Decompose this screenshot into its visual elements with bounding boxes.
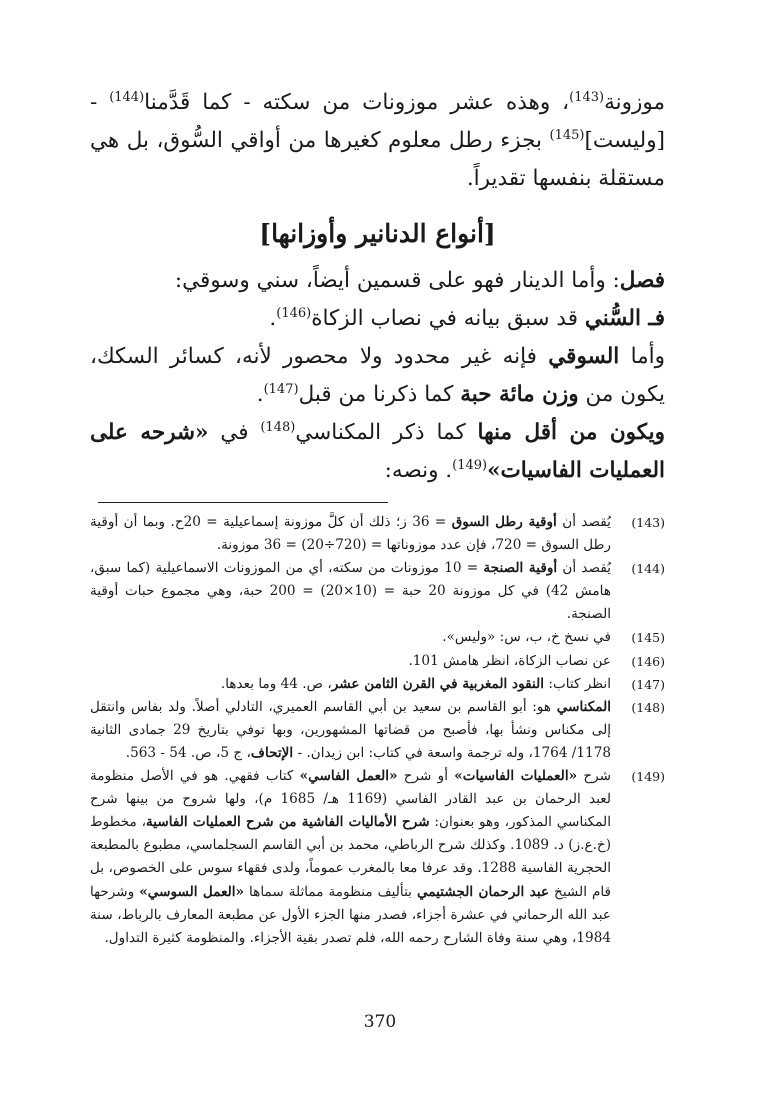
footnote-number: (145) xyxy=(631,630,665,646)
footnote-144 xyxy=(90,557,665,626)
bold-phrase: شرح الأماليات الفاشية من شرح العمليات الفاسية xyxy=(145,814,430,831)
text-run: كما ذكرنا من قبل xyxy=(298,382,461,407)
bold-phrase: «العمل السوسي» xyxy=(139,883,245,900)
text-run: . xyxy=(269,306,277,331)
footnote-148 xyxy=(90,696,665,765)
text-run: بتأليف منظومة مماثلة سماها xyxy=(244,883,417,900)
main-text xyxy=(90,84,665,490)
footnote-ref-145[interactable]: (145) xyxy=(549,127,585,143)
footnote-ref-148[interactable]: (148) xyxy=(260,419,296,435)
footnote-149 xyxy=(90,765,665,950)
footnote-separator xyxy=(98,502,388,503)
text-run: ، ص. 44 وما بعدها. xyxy=(220,675,332,692)
bold-phrase: «العمل الفاسي» xyxy=(299,768,398,785)
footnote-ref-149[interactable]: (149) xyxy=(452,457,488,473)
bold-phrase: وزن مائة حبة xyxy=(460,382,579,407)
text-run: ، مخطوط (خ.ع.ز) د. 1089. وكذلك شرح الرباطي، محمد بن أبي القاسم السجلماسي، مطبوع بالمطبعة الحجرية الفاسية 1288. وقد عرفا معا بالمغرب عموماً، ولدى فقهاء سوس على الخصوص، بل قام الشيخ xyxy=(90,814,612,900)
footnote-145 xyxy=(90,626,665,649)
footnote-ref-146[interactable]: (146) xyxy=(276,305,312,321)
text-run: ، ج 5، ص. 54 - 563. xyxy=(125,744,251,761)
footnote-number: (144) xyxy=(631,561,665,577)
text-run: يُقصد أن xyxy=(557,560,611,577)
section-heading: [أنواع الدنانير وأوزانها] xyxy=(259,219,496,248)
book-title: «شرحه على العمليات الفاسيات» xyxy=(90,420,665,483)
footnote-ref-147[interactable]: (147) xyxy=(263,381,299,397)
text-run: ، وهذه عشر موزونات من سكته - كما قَدَّمنا xyxy=(144,90,570,115)
paragraph-1 xyxy=(90,84,665,198)
text-run: وشرحها عبد الله الرحماني في عشرة أجزاء، فصدر منها الجزء الأول عن مطبعة المعارف بالرباط، سنة 1984، وهي سنة وفاة الشارح رحمه الله، فلم تصدر بقية الأجزاء. والمنظومة كثيرة التداول. xyxy=(90,883,611,946)
footnotes xyxy=(90,511,665,950)
footnote-ref-143[interactable]: (143) xyxy=(569,89,605,105)
text-run: - [وليست] xyxy=(90,90,665,153)
bold-phrase: «العمليات الفاسيات» xyxy=(454,768,578,785)
text-run: : وأما الدينار فهو على قسمين أيضاً، سني وسوقي: xyxy=(174,268,620,293)
bold-phrase: أوقية رطل السوق xyxy=(451,514,557,530)
footnote-text xyxy=(90,673,611,696)
paragraph-fasl xyxy=(90,262,665,300)
paragraph-sunni xyxy=(90,300,665,338)
text-run: في xyxy=(208,420,261,445)
bold-phrase: ويكون من أقل منها xyxy=(477,420,665,445)
text-run: أو شرح xyxy=(397,768,455,785)
bold-phrase: المكناسي xyxy=(556,698,611,715)
footnote-text xyxy=(90,557,611,626)
footnote-146 xyxy=(90,650,665,673)
paragraph-less xyxy=(90,414,665,490)
paragraph-souqi xyxy=(90,338,665,414)
text-run: فإنه غير محدود ولا محصور لأنه، كسائر السكك، يكون من xyxy=(90,344,665,407)
souqi-label: السوقي xyxy=(548,344,620,369)
footnote-text xyxy=(90,765,611,950)
text-run: = 36 ز؛ ذلك أن كلَّ موزونة إسماعيلية = 20ح. وبما أن أوقية رطل السوق = 720، فإن عدد موزوناتها = (720÷20) = 36 موزونة. xyxy=(90,514,611,554)
footnote-147 xyxy=(90,673,665,696)
text-run: كما ذكر المكناسي xyxy=(295,420,478,445)
footnote-text: عن نصاب الزكاة، انظر هامش 101. xyxy=(408,652,611,669)
text-run: وأما xyxy=(619,344,665,369)
bold-phrase: عبد الرحمان الجشتيمي xyxy=(416,883,550,900)
bold-phrase: النقود المغربية في القرن الثامن عشر xyxy=(331,675,545,692)
page-number: 370 xyxy=(363,1012,397,1032)
fasl-label: فصل xyxy=(619,268,665,293)
text-run: هو: أبو القاسم بن سعيد بن أبي القاسم العميري، التادلي أصلاً. ولد بفاس وانتقل إلى مكناس ونشأ بها، فأصبح من قضاتها المشهورين، وبها توفي بتاريخ 29 جمادى الثانية 1178/ 1764، وله ترجمة واسعة في كتاب: ابن زيدان. - xyxy=(90,698,611,761)
footnote-143 xyxy=(90,511,665,557)
text-run: كتاب فقهي. هو في الأصل منظومة لعبد الرحمان بن عبد القادر الفاسي (1169 هـ/ 1685 م)، ولها شروح من بينها شرح المكناسي المذكور، وهو بعنوان: xyxy=(90,768,611,831)
footnote-number: (146) xyxy=(631,653,665,669)
text-run: . ونصه: xyxy=(384,458,453,483)
footnote-text xyxy=(90,696,611,765)
footnote-text xyxy=(90,511,611,557)
text-run: قد سبق بيانه في نصاب الزكاة xyxy=(311,306,585,331)
text-run: . xyxy=(256,382,264,407)
bold-phrase: أوقية الصنجة xyxy=(483,560,558,577)
text-run: بجزء رطل معلوم كغيرها من أواقي السُّوق، بل هي مستقلة بنفسها تقديراً. xyxy=(90,128,665,191)
footnote-text: في نسخ خ، ب، س: «وليس». xyxy=(442,629,611,646)
text-run: = 10 موزونات من سكته، أي من الموزونات الاسماعيلية (كما سبق، هامش 42) في كل موزونة 20 حبة = (10×20) = 200 حبة، وهي مجموع حبات أوقية الصنجة. xyxy=(90,560,611,623)
footnote-number: (149) xyxy=(631,769,665,785)
footnote-number: (147) xyxy=(631,676,665,692)
bold-phrase: الإتحاف xyxy=(250,744,294,761)
sunni-label: فـ السُّني xyxy=(584,306,665,331)
footnote-number: (143) xyxy=(631,515,665,530)
footnote-number: (148) xyxy=(631,699,665,715)
text-run: انظر كتاب: xyxy=(544,675,611,692)
text-run: يُقصد أن xyxy=(556,514,611,530)
text-run: موزونة xyxy=(604,90,665,115)
footnote-ref-144[interactable]: (144) xyxy=(109,89,145,105)
text-run: شرح xyxy=(577,768,611,785)
